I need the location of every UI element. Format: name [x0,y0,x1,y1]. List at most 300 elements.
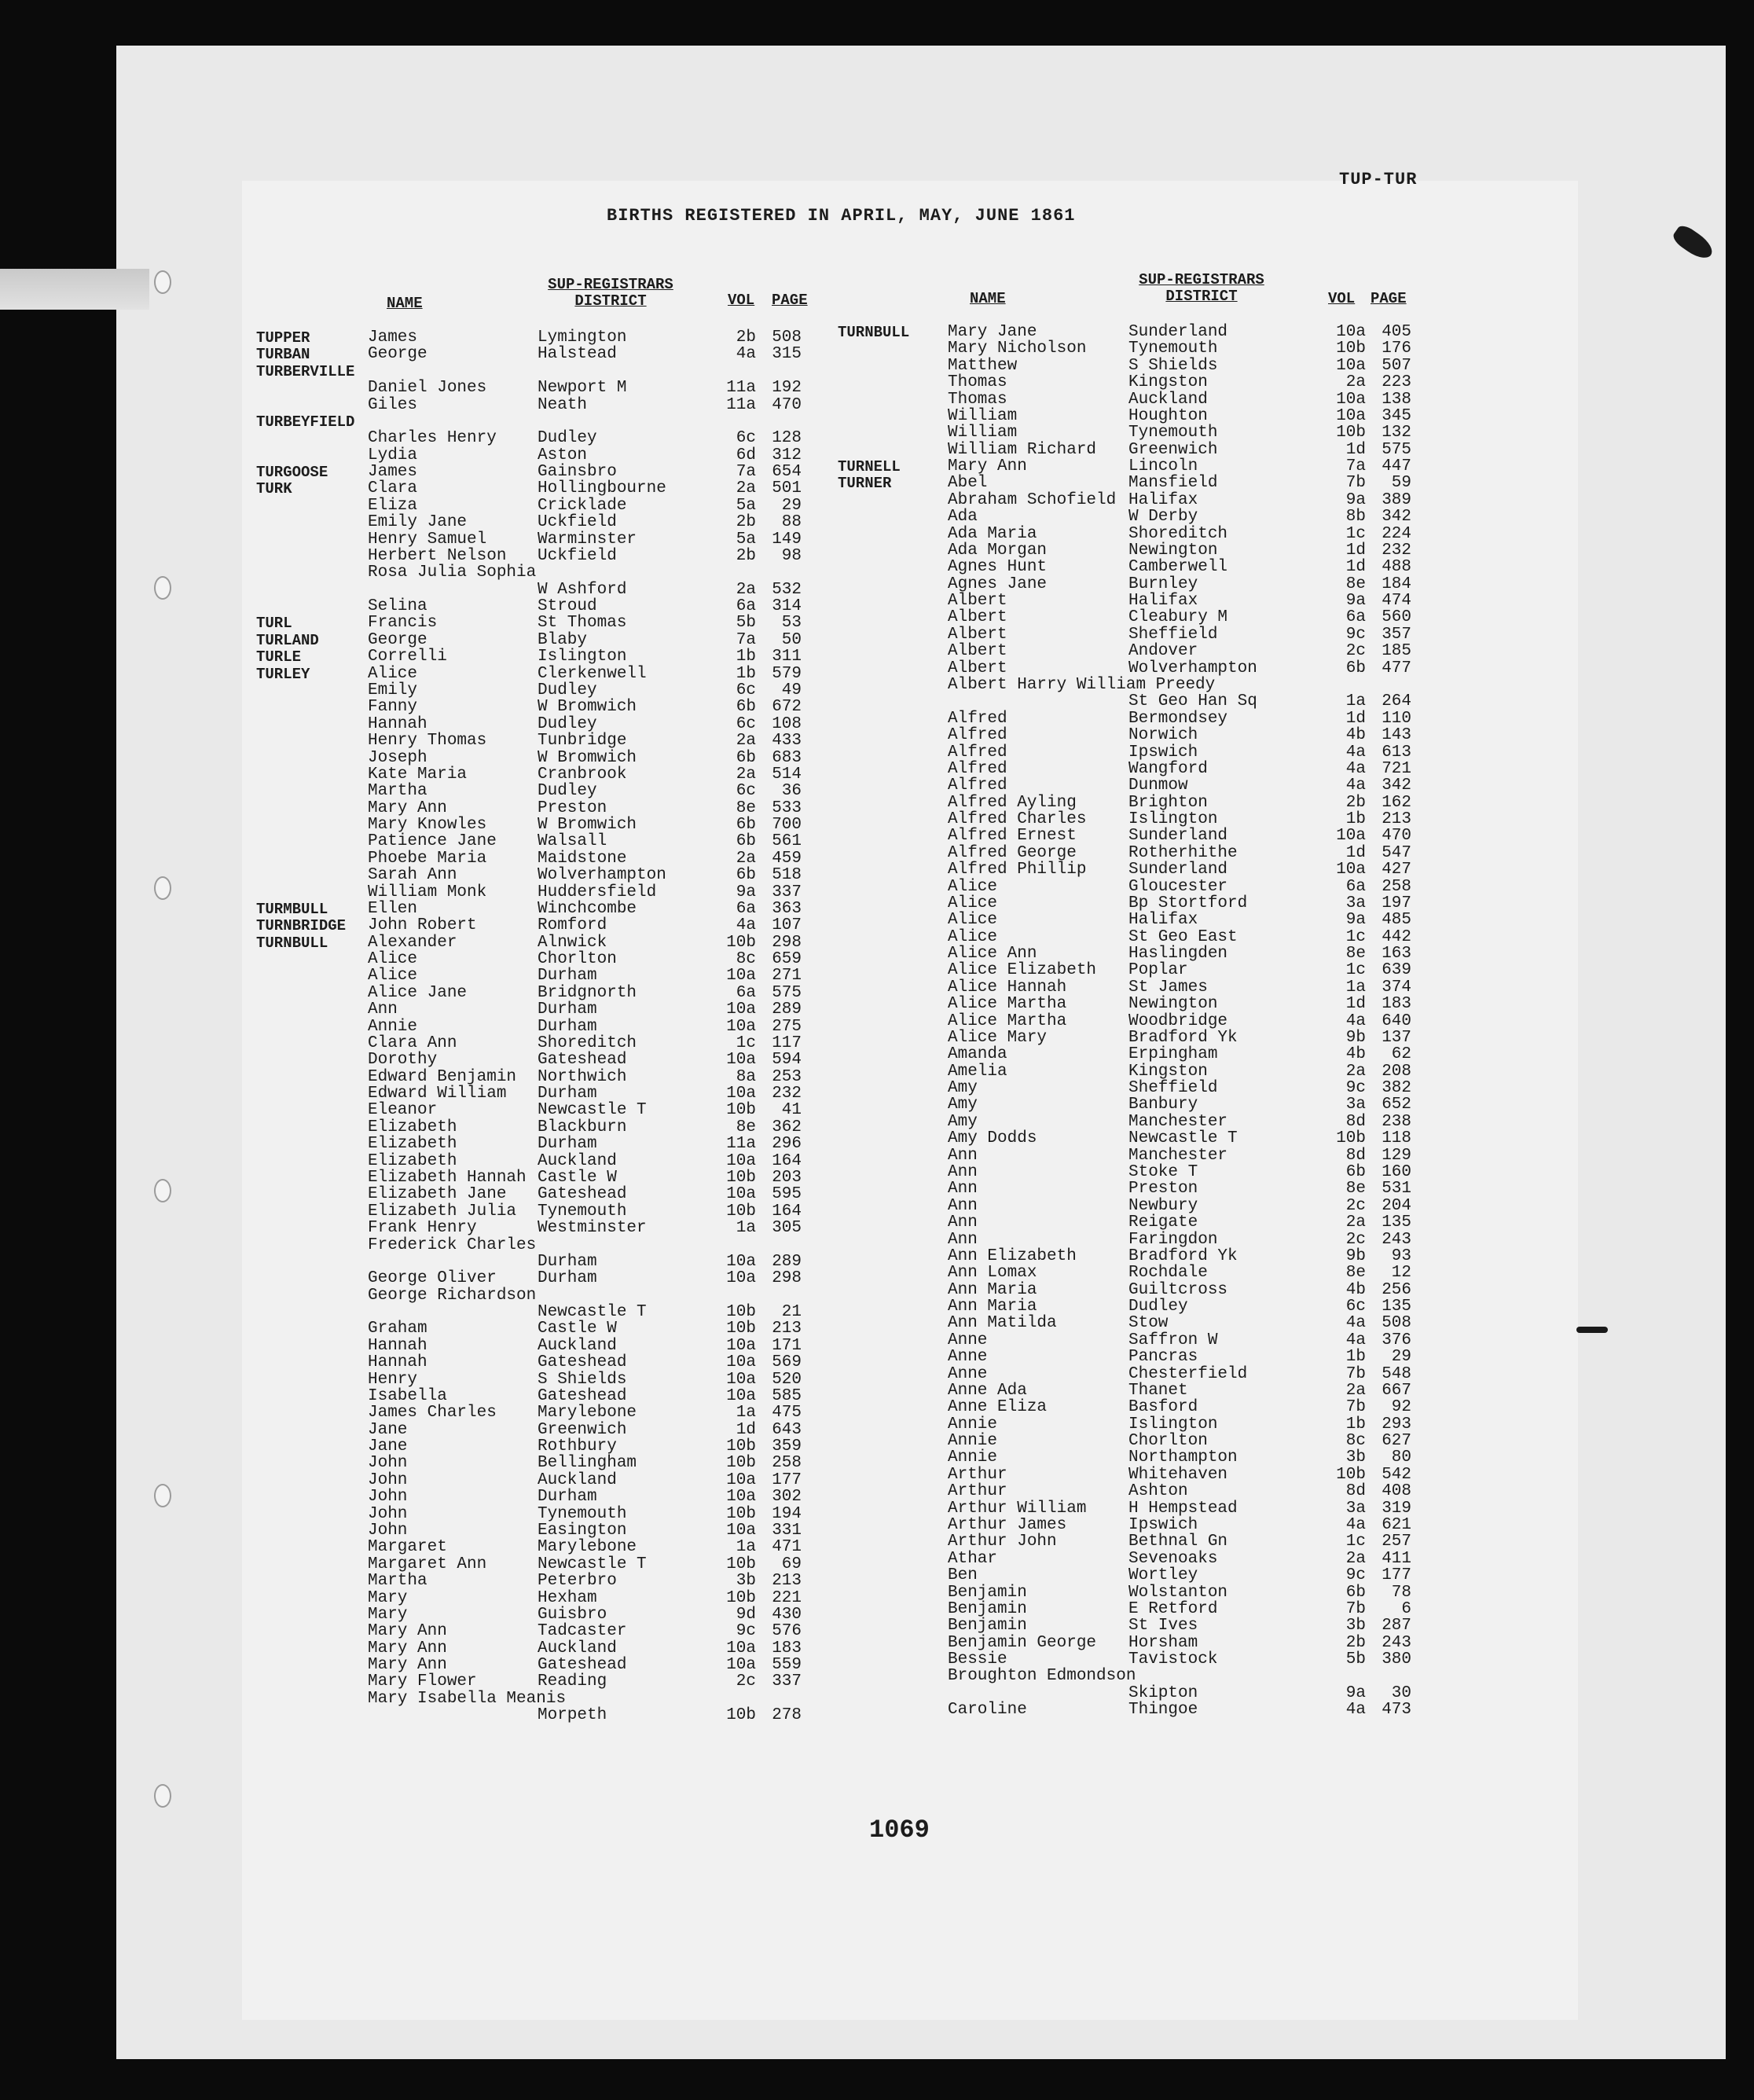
entry-surname: TURNBRIDGE [256,917,347,935]
entry-district: Tynemouth [538,1504,627,1523]
entry-volume: 4b [1345,726,1366,745]
entry-page-ref: 192 [772,379,802,398]
entry-volume: 3b [1345,1448,1366,1467]
entry-district: S Shields [1128,356,1218,375]
index-entry [838,593,1419,610]
entry-given-names: Albert [948,592,1007,611]
entry-volume: 7a [736,463,756,482]
entry-given-names: Mary Ann [368,1656,447,1675]
entry-volume: 10b [726,933,756,952]
entry-given-names: Alice Elizabeth [948,961,1097,980]
entry-page-ref: 659 [772,950,802,969]
entry-volume: 1d [1345,995,1366,1014]
entry-district: Newport M [538,379,627,398]
punch-hole [154,270,171,294]
entry-volume: 6b [736,748,756,767]
entry-district: W Bromwich [538,816,637,835]
entry-district: Bellingham [538,1454,637,1473]
entry-given-names: Mary Knowles [368,816,487,835]
index-entry [838,660,1419,677]
entry-volume: 4a [1345,1331,1366,1349]
index-entry [838,475,1419,492]
entry-surname: TURLEY [256,665,310,683]
index-entry [256,1404,822,1422]
entry-given-names: Isabella [368,1386,447,1405]
entry-district: Thingoe [1128,1701,1198,1720]
entry-district: Durham [538,1085,597,1103]
index-entry [838,895,1419,912]
entry-page-ref: 342 [1382,776,1411,795]
entry-district: Castle W [538,1169,617,1187]
entry-page-ref: 508 [1382,1314,1411,1333]
binder-tab [0,269,149,310]
entry-given-names: Ann [948,1180,978,1199]
entry-given-names: Amelia [948,1062,1007,1081]
entry-page-ref: 474 [1382,592,1411,611]
entry-district: Sunderland [1128,323,1228,341]
entry-page-ref: 289 [772,1000,802,1019]
entry-district: Auckland [538,1336,617,1355]
entry-district: Gateshead [538,1353,627,1372]
entry-given-names: Ben [948,1566,978,1585]
entry-page-ref: 208 [1382,1062,1411,1081]
entry-volume: 1a [736,1404,756,1423]
entry-district: Warminster [538,530,637,549]
entry-page-ref: 163 [1382,945,1411,964]
entry-volume: 10a [726,1085,756,1103]
entry-volume: 2a [1345,1549,1366,1568]
punch-hole [154,1784,171,1808]
entry-district: Newcastle T [538,1303,647,1322]
entry-district: Durham [538,1252,597,1271]
index-entry [256,732,822,750]
index-entry [256,1640,822,1658]
index-entry [256,1304,822,1321]
entry-district: Preston [1128,1180,1198,1199]
index-entry [256,1539,822,1556]
entry-page-ref: 447 [1382,457,1411,476]
entry-given-names: Martha [368,782,427,801]
index-entry [256,1338,822,1355]
entry-page-ref: 164 [772,1151,802,1170]
index-entry [838,1147,1419,1165]
index-entry [838,643,1419,660]
entry-page-ref: 110 [1382,709,1411,728]
entry-district: Chorlton [1128,1432,1208,1451]
entry-given-names: Anne [948,1364,988,1383]
entry-volume: 2b [736,329,756,347]
entry-volume: 9a [736,883,756,901]
index-entry [838,1416,1419,1434]
entry-given-names: Joseph [368,748,427,767]
entry-surname: TURGOOSE [256,464,328,482]
entry-given-names: Annie [948,1432,998,1451]
entry-volume: 8d [1345,1112,1366,1131]
entry-volume: 6c [1345,1298,1366,1316]
entry-given-names: Matthew [948,356,1018,375]
entry-volume: 9d [736,1605,756,1624]
index-entry [838,542,1419,560]
entry-volume: 9b [1345,1246,1366,1265]
entry-district: Skipton [1128,1683,1198,1702]
entry-given-names: Alice Mary [948,1028,1048,1047]
entry-page-ref: 21 [781,1303,802,1322]
entry-volume: 4a [736,916,756,935]
entry-page-ref: 29 [1391,1348,1411,1367]
entry-district: Lincoln [1128,457,1198,476]
entry-given-names: Annie [948,1448,998,1467]
entry-given-names: Arthur John [948,1533,1057,1551]
entry-page-ref: 243 [1382,1230,1411,1249]
entry-volume: 8e [1345,945,1366,964]
index-entry [256,1136,822,1153]
index-entry [838,374,1419,391]
entry-volume: 10a [726,1353,756,1372]
entry-volume: 4b [1345,1280,1366,1299]
entry-page-ref: 561 [772,832,802,851]
entry-page-ref: 271 [772,967,802,986]
entry-district: W Derby [1128,508,1198,527]
index-entry [256,531,822,549]
index-entry [256,1237,822,1254]
punch-hole [154,876,171,900]
entry-volume: 10b [1336,424,1366,442]
entry-given-names: Jane [368,1420,408,1439]
index-entry [256,934,822,952]
entry-district: Blackburn [538,1118,627,1136]
entry-page-ref: 264 [1382,692,1411,711]
index-entry [256,901,822,918]
entry-district: Whitehaven [1128,1465,1228,1484]
entry-page-ref: 672 [772,698,802,717]
entry-district: Tynemouth [1128,424,1218,442]
index-entry [838,1248,1419,1265]
entry-district: Marylebone [538,1538,637,1557]
entry-volume: 1b [1345,1348,1366,1367]
index-entry [838,1449,1419,1467]
entry-page-ref: 183 [772,1639,802,1658]
entry-given-names: Mary [368,1605,408,1624]
entry-page-ref: 345 [1382,406,1411,425]
entry-page-ref: 171 [772,1336,802,1355]
entry-district: Northwich [538,1067,627,1086]
entry-given-names: Margaret Ann [368,1555,487,1573]
entry-district: Dudley [538,681,597,699]
entry-given-names: Anne [948,1348,988,1367]
entry-volume: 5a [736,496,756,515]
entry-page-ref: 232 [772,1085,802,1103]
index-entry [256,1506,822,1523]
entry-district: Tadcaster [538,1622,627,1641]
index-entry [256,1438,822,1456]
entry-page-ref: 507 [1382,356,1411,375]
entry-given-names: Correlli [368,648,447,666]
entry-district: Thanet [1128,1381,1188,1400]
entry-given-names: Abel [948,474,988,493]
entry-given-names: John [368,1504,408,1523]
index-entry [838,442,1419,459]
entry-volume: 1c [1345,524,1366,543]
entry-district: Auckland [538,1470,617,1489]
entry-given-names: Ann Matilda [948,1314,1057,1333]
index-entry [838,1130,1419,1147]
entry-volume: 4a [1345,1314,1366,1333]
entry-given-names: James [368,463,418,482]
entry-district: Marylebone [538,1404,637,1423]
entry-given-names: John [368,1488,408,1507]
entry-page-ref: 293 [1382,1415,1411,1434]
entry-volume: 6b [736,866,756,885]
entry-given-names: Anne [948,1331,988,1349]
index-entry [838,929,1419,946]
entry-given-names: Albert [948,642,1007,661]
index-entry [256,1203,822,1221]
entry-district: S Shields [538,1370,627,1389]
entry-page-ref: 518 [772,866,802,885]
entry-page-ref: 296 [772,1135,802,1154]
entry-page-ref: 78 [1391,1583,1411,1602]
entry-page-ref: 547 [1382,843,1411,862]
entry-given-names: Benjamin [948,1583,1027,1602]
index-entry [838,1096,1419,1114]
entry-district: Wolstanton [1128,1583,1228,1602]
entry-district: Dudley [1128,1298,1188,1316]
entry-given-names: John [368,1470,408,1489]
entry-volume: 1c [1345,1533,1366,1551]
entry-page-ref: 162 [1382,793,1411,812]
entry-volume: 9c [736,1622,756,1641]
index-entry [838,1298,1419,1316]
entry-volume: 6b [736,698,756,717]
entry-given-names: Mary Jane [948,323,1037,341]
entry-page-ref: 363 [772,899,802,918]
entry-district: Gloucester [1128,877,1228,896]
entry-page-ref: 135 [1382,1298,1411,1316]
entry-volume: 3a [1345,1096,1366,1114]
entry-district: Cranbrook [538,765,627,784]
entry-given-names: Alice [948,894,998,912]
entry-district: Horsham [1128,1633,1198,1652]
entry-page-ref: 470 [772,395,802,414]
index-entry [838,458,1419,475]
entry-page-ref: 621 [1382,1515,1411,1534]
entry-district: Gateshead [538,1656,627,1675]
entry-page-ref: 331 [772,1521,802,1540]
entry-given-names: Ann [948,1196,978,1215]
entry-volume: 4a [736,345,756,364]
entry-page-ref: 80 [1391,1448,1411,1467]
entry-district: Gateshead [538,1051,627,1070]
entry-volume: 2c [1345,1230,1366,1249]
index-entry [256,951,822,968]
index-entry [256,1623,822,1640]
entry-page-ref: 501 [772,479,802,498]
index-entry [256,564,822,582]
entry-volume: 6c [736,714,756,733]
entry-given-names: Amy [948,1112,978,1131]
entry-district: Sheffield [1128,1079,1218,1098]
index-entry [838,1046,1419,1063]
entry-given-names: Jane [368,1437,408,1456]
entry-district: Alnwick [538,933,607,952]
entry-given-names: Kate Maria [368,765,468,784]
entry-district: Blaby [538,630,588,649]
entry-given-names: Henry Thomas [368,732,487,751]
entry-given-names: Edward William [368,1085,507,1103]
index-entry [838,1617,1419,1635]
entry-volume: 10a [726,1252,756,1271]
index-entry [256,967,822,985]
index-entry [256,1085,822,1103]
index-entry [256,615,822,632]
entry-surname: TUPPER [256,329,310,347]
index-entry [256,716,822,733]
entry-page-ref: 488 [1382,558,1411,577]
entry-volume: 10b [726,1555,756,1573]
entry-page-ref: 721 [1382,759,1411,778]
entry-page-ref: 533 [772,799,802,817]
entry-page-ref: 177 [1382,1566,1411,1585]
entry-volume: 10a [726,967,756,986]
entry-given-names: Dorothy [368,1051,438,1070]
entry-volume: 1d [1345,843,1366,862]
index-entry [838,1366,1419,1383]
entry-page-ref: 258 [1382,877,1411,896]
entry-page-ref: 53 [781,614,802,633]
entry-district: Wolverhampton [538,866,666,885]
index-entry [838,358,1419,375]
entry-volume: 6b [1345,1583,1366,1602]
index-entry [838,1382,1419,1400]
entry-volume: 4b [1345,1045,1366,1064]
entry-given-names: Charles Henry [368,429,497,448]
entry-page-ref: 108 [772,714,802,733]
entry-volume: 8c [736,950,756,969]
entry-given-names: Broughton Edmondson [948,1667,1136,1686]
entry-volume: 4a [1345,1011,1366,1030]
entry-page-ref: 160 [1382,1163,1411,1181]
column-header-page: PAGE [772,292,808,309]
entry-given-names: Elizabeth [368,1135,457,1154]
entry-given-names: Benjamin [948,1599,1027,1618]
entry-page-ref: 143 [1382,726,1411,745]
index-entry [838,1180,1419,1198]
entry-page-ref: 203 [772,1169,802,1187]
entry-given-names: Henry [368,1370,418,1389]
entry-given-names: Anne Ada [948,1381,1027,1400]
entry-district: Halifax [1128,592,1198,611]
entry-district: Durham [538,1488,597,1507]
entry-district: Norwich [1128,726,1198,745]
entry-page-ref: 667 [1382,1381,1411,1400]
entry-volume: 10a [726,1051,756,1070]
entry-district: Dunmow [1128,776,1188,795]
column-header-page: PAGE [1371,290,1407,307]
index-entry [838,508,1419,526]
entry-page-ref: 427 [1382,861,1411,879]
entry-given-names: Amy Dodds [948,1129,1037,1148]
entry-page-ref: 204 [1382,1196,1411,1215]
entry-given-names: Caroline [948,1701,1027,1720]
entry-page-ref: 185 [1382,642,1411,661]
entry-volume: 10b [726,1454,756,1473]
entry-district: Shoreditch [1128,524,1228,543]
entry-district: Durham [538,1269,597,1288]
entry-volume: 1d [1345,558,1366,577]
entry-volume: 9a [1345,1683,1366,1702]
index-entry [256,750,822,767]
index-entry [256,1573,822,1590]
entry-district: E Retford [1128,1599,1218,1618]
entry-page-ref: 700 [772,816,802,835]
entry-volume: 10b [726,1303,756,1322]
index-entry [838,861,1419,879]
entry-volume: 7b [1345,1364,1366,1383]
entry-district: Poplar [1128,961,1188,980]
entry-district: Tynemouth [1128,340,1218,358]
entry-given-names: Agnes Jane [948,575,1048,593]
entry-district: Chesterfield [1128,1364,1248,1383]
entry-given-names: Emily Jane [368,513,468,532]
entry-volume: 9c [1345,625,1366,644]
index-entry [256,363,822,380]
entry-page-ref: 50 [781,630,802,649]
index-entry [838,1198,1419,1215]
entry-volume: 9c [1345,1566,1366,1585]
entry-district: Bradford Yk [1128,1246,1238,1265]
entry-page-ref: 314 [772,597,802,616]
entry-volume: 10b [726,1504,756,1523]
entry-page-ref: 613 [1382,743,1411,762]
entry-page-ref: 627 [1382,1432,1411,1451]
entry-surname: TURNBULL [256,934,328,952]
entry-page-ref: 278 [772,1706,802,1725]
entry-volume: 10a [726,1336,756,1355]
entry-district: Westminster [538,1219,647,1238]
entry-district: Durham [538,1135,597,1154]
entry-page-ref: 311 [772,648,802,666]
entry-volume: 10a [726,1521,756,1540]
entry-given-names: Clara Ann [368,1033,457,1052]
index-entry [838,1584,1419,1602]
entry-volume: 10a [1336,323,1366,341]
index-entry [256,1691,822,1708]
index-entry [256,464,822,481]
entry-district: Dudley [538,782,597,801]
entry-surname: TURNELL [838,458,901,476]
entry-volume: 1b [1345,1415,1366,1434]
entry-volume: 6b [736,816,756,835]
entry-volume: 10a [726,1185,756,1204]
entry-volume: 10b [726,1588,756,1607]
page-number: 1069 [869,1815,930,1845]
entry-page-ref: 433 [772,732,802,751]
index-entry [256,800,822,817]
entry-given-names: Mary Ann [368,1639,447,1658]
entry-given-names: Alfred [948,776,1007,795]
entry-page-ref: 243 [1382,1633,1411,1652]
entry-given-names: Sarah Ann [368,866,457,885]
index-entry [256,497,822,515]
index-entry [256,783,822,800]
entry-page-ref: 357 [1382,625,1411,644]
entry-district: Bp Stortford [1128,894,1248,912]
entry-volume: 2b [1345,793,1366,812]
index-entry [838,1635,1419,1652]
index-entry [256,833,822,850]
entry-volume: 6b [736,832,756,851]
index-entry [256,598,822,615]
